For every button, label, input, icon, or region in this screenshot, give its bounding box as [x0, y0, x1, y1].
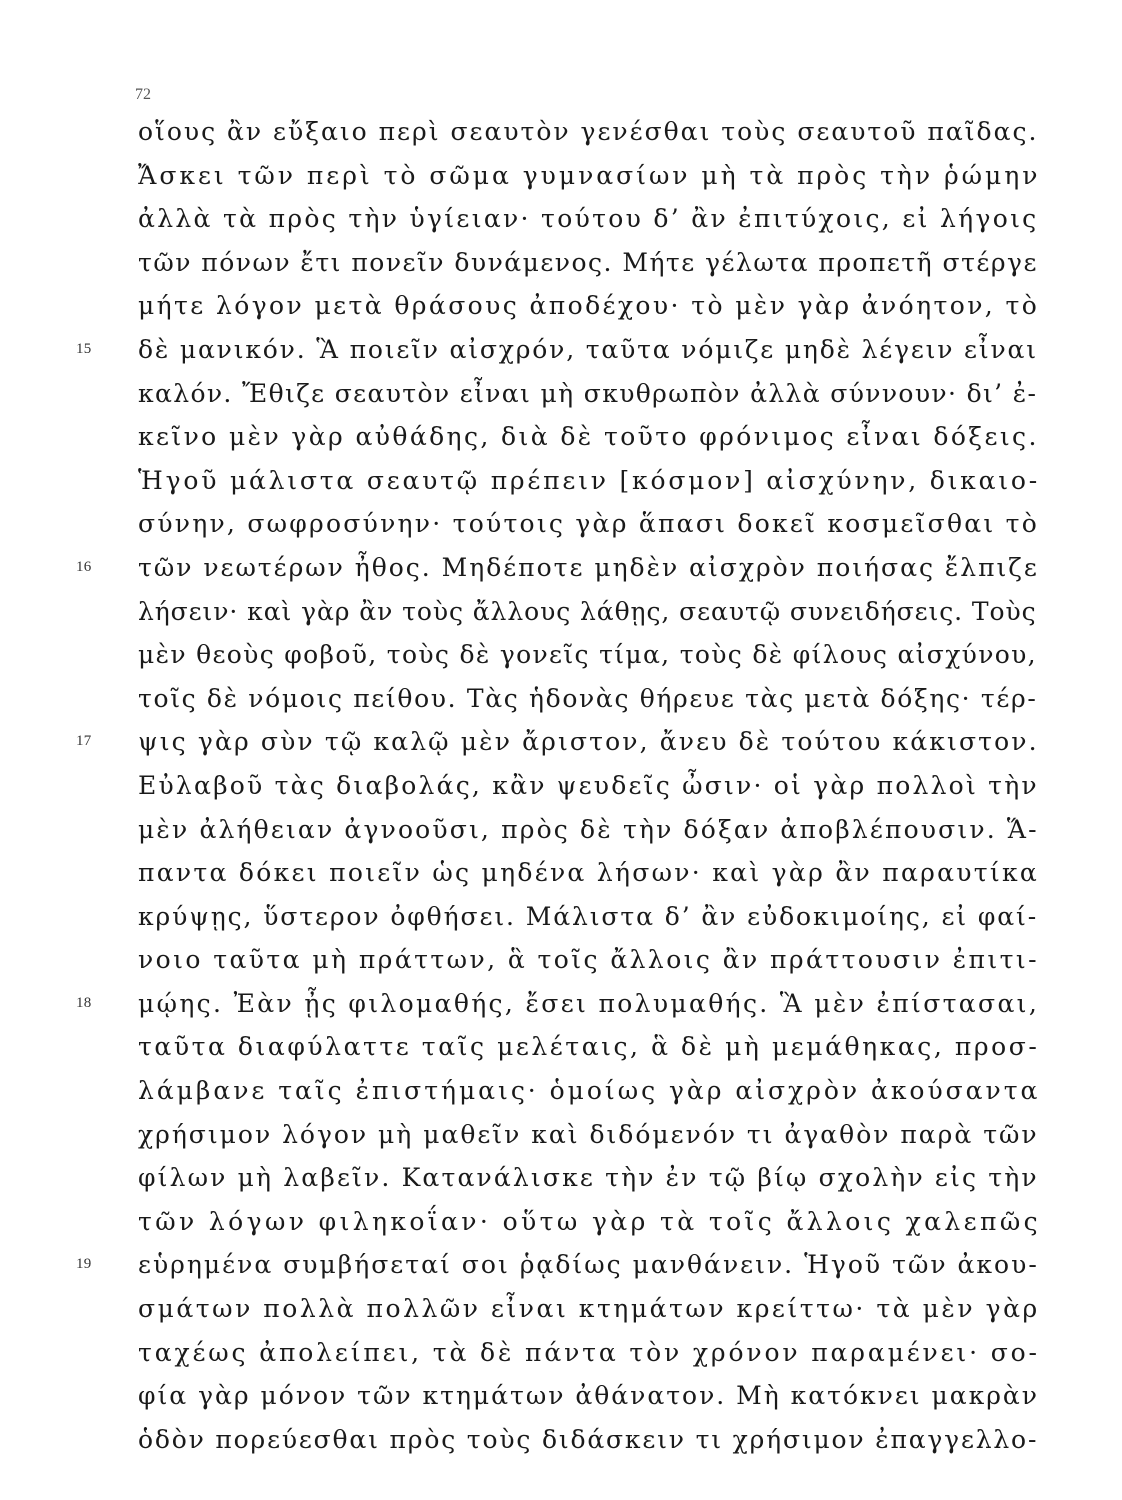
line-text: Ἡγοῦ μάλιστα σεαυτῷ πρέπειν [κόσμον] αἰσχύνην, δικαιο-: [138, 465, 1040, 495]
text-line: [76, 1243, 1048, 1287]
line-text: σμάτων πολλὰ πολλῶν εἶναι κτημάτων κρείττω· τὰ μὲν γὰρ: [138, 1294, 1040, 1324]
line-text: σύνην, σωφροσύνην· τούτοις γὰρ ἅπασι δοκεῖ κοσμεῖσθαι τὸ: [138, 509, 1040, 539]
greek-text-block: [76, 110, 1048, 1461]
section-number: 17: [76, 733, 92, 750]
text-line: [138, 197, 1048, 241]
line-text: καλόν. Ἔθιζε σεαυτὸν εἶναι μὴ σκυθρωπὸν ἀλλὰ σύννουν· δι’ ἐ-: [138, 378, 1038, 408]
text-line: [138, 633, 1048, 677]
line-text: Εὐλαβοῦ τὰς διαβολάς, κἂν ψευδεῖς ὦσιν· οἱ γὰρ πολλοὶ τὴν: [138, 770, 1039, 800]
line-text: ψις γὰρ σὺν τῷ καλῷ μὲν ἄριστον, ἄνευ δὲ τούτου κάκιστον.: [138, 727, 1039, 757]
line-text: μῴης. Ἐὰν ᾖς φιλομαθής, ἔσει πολυμαθής. Ἃ μὲν ἐπίστασαι,: [138, 988, 1040, 1018]
text-line: [138, 1113, 1048, 1157]
line-text: νοιο ταῦτα μὴ πράττων, ἃ τοῖς ἄλλοις ἂν πράττουσιν ἐπιτι-: [138, 945, 1040, 975]
line-text: λήσειν· καὶ γὰρ ἂν τοὺς ἄλλους λάθῃς, σεαυτῷ συνειδήσεις. Τοὺς: [138, 596, 1037, 626]
line-text: τοῖς δὲ νόμοις πείθου. Τὰς ἡδονὰς θήρευε τὰς μετὰ δόξης· τέρ-: [138, 683, 1038, 713]
line-text: Ἄσκει τῶν περὶ τὸ σῶμα γυμνασίων μὴ τὰ πρὸς τὴν ῥώμην: [138, 160, 1041, 190]
text-line: [138, 851, 1048, 895]
section-number: 19: [76, 1256, 92, 1273]
text-line: [138, 1156, 1048, 1200]
text-line: [138, 677, 1048, 721]
line-text: κρύψῃς, ὕστερον ὀφθήσει. Μάλιστα δ’ ἂν εὐδοκιμοίης, εἰ φαί-: [138, 901, 1039, 931]
line-text: ὁδὸν πορεύεσθαι πρὸς τοὺς διδάσκειν τι χρήσιμον ἐπαγγελλο-: [138, 1424, 1039, 1454]
text-line: [138, 1374, 1048, 1418]
line-text: παντα δόκει ποιεῖν ὡς μηδένα λήσων· καὶ γὰρ ἂν παραυτίκα: [138, 858, 1040, 888]
line-text: οἵους ἂν εὔξαιο περὶ σεαυτὸν γενέσθαι τοὺς σεαυτοῦ παῖδας.: [138, 117, 1039, 146]
line-text: ἀλλὰ τὰ πρὸς τὴν ὑγίειαν· τούτου δ’ ἂν ἐπιτύχοις, εἰ λήγοις: [138, 204, 1039, 234]
section-number: 16: [76, 558, 92, 575]
text-line: [138, 938, 1048, 982]
text-line: [138, 241, 1048, 285]
text-line: [138, 459, 1048, 503]
line-text: ταῦτα διαφύλαττε ταῖς μελέταις, ἃ δὲ μὴ μεμάθηκας, προσ-: [138, 1032, 1040, 1062]
line-text: μὲν θεοὺς φοβοῦ, τοὺς δὲ γονεῖς τίμα, τοὺς δὲ φίλους αἰσχύνου,: [138, 640, 1037, 670]
line-text: τῶν πόνων ἔτι πονεῖν δυνάμενος. Μήτε γέλωτα προπετῆ στέργε: [138, 247, 1038, 277]
text-line: [138, 154, 1048, 198]
text-line: [76, 982, 1048, 1026]
line-text: τῶν λόγων φιληκοΐαν· οὕτω γὰρ τὰ τοῖς ἄλλοις χαλεπῶς: [138, 1206, 1041, 1236]
line-text: κεῖνο μὲν γὰρ αὐθάδης, διὰ δὲ τοῦτο φρόνιμος εἶναι δόξεις.: [138, 422, 1039, 452]
line-text: λάμβανε ταῖς ἐπιστήμαις· ὁμοίως γὰρ αἰσχρὸν ἀκούσαντα: [138, 1076, 1041, 1106]
line-text: ταχέως ἀπολείπει, τὰ δὲ πάντα τὸν χρόνον παραμένει· σο-: [138, 1337, 1040, 1367]
text-line: [138, 1331, 1048, 1375]
text-line: [138, 1287, 1048, 1331]
line-text: μήτε λόγον μετὰ θράσους ἀποδέχου· τὸ μὲν γὰρ ἀνόητον, τὸ: [138, 291, 1040, 321]
text-line: [138, 764, 1048, 808]
line-text: δὲ μανικόν. Ἃ ποιεῖν αἰσχρόν, ταῦτα νόμιζε μηδὲ λέγειν εἶναι: [138, 334, 1038, 364]
text-line: [138, 1418, 1048, 1462]
line-text: τῶν νεωτέρων ἦθος. Μηδέποτε μηδὲν αἰσχρὸν ποιήσας ἔλπιζε: [138, 552, 1039, 582]
text-line: [138, 372, 1048, 416]
text-line: [138, 502, 1048, 546]
text-line: [76, 720, 1048, 764]
text-line: [138, 415, 1048, 459]
section-number: 15: [76, 340, 92, 357]
section-number: 18: [76, 994, 92, 1011]
line-text: φίλων μὴ λαβεῖν. Κατανάλισκε τὴν ἐν τῷ βίῳ σχολὴν εἰς τὴν: [138, 1163, 1039, 1193]
text-line: [138, 1200, 1048, 1244]
text-line: [138, 110, 1048, 154]
line-text: χρήσιμον λόγον μὴ μαθεῖν καὶ διδόμενόν τι ἀγαθὸν παρὰ τῶν: [138, 1119, 1039, 1149]
text-line: [138, 284, 1048, 328]
text-line: [138, 808, 1048, 852]
text-line: [138, 590, 1048, 634]
text-line: [138, 1069, 1048, 1113]
line-text: μὲν ἀλήθειαν ἀγνοοῦσι, πρὸς δὲ τὴν δόξαν ἀποβλέπουσιν. Ἅ-: [138, 814, 1039, 844]
text-line: [76, 546, 1048, 590]
text-line: [76, 328, 1048, 372]
line-text: εὑρημένα συμβήσεταί σοι ῥᾳδίως μανθάνειν. Ἡγοῦ τῶν ἀκου-: [138, 1250, 1039, 1280]
text-line: [138, 1025, 1048, 1069]
line-text: φία γὰρ μόνον τῶν κτημάτων ἀθάνατον. Μὴ κατόκνει μακρὰν: [138, 1381, 1039, 1411]
page-number: 72: [135, 86, 151, 103]
text-line: [138, 895, 1048, 939]
